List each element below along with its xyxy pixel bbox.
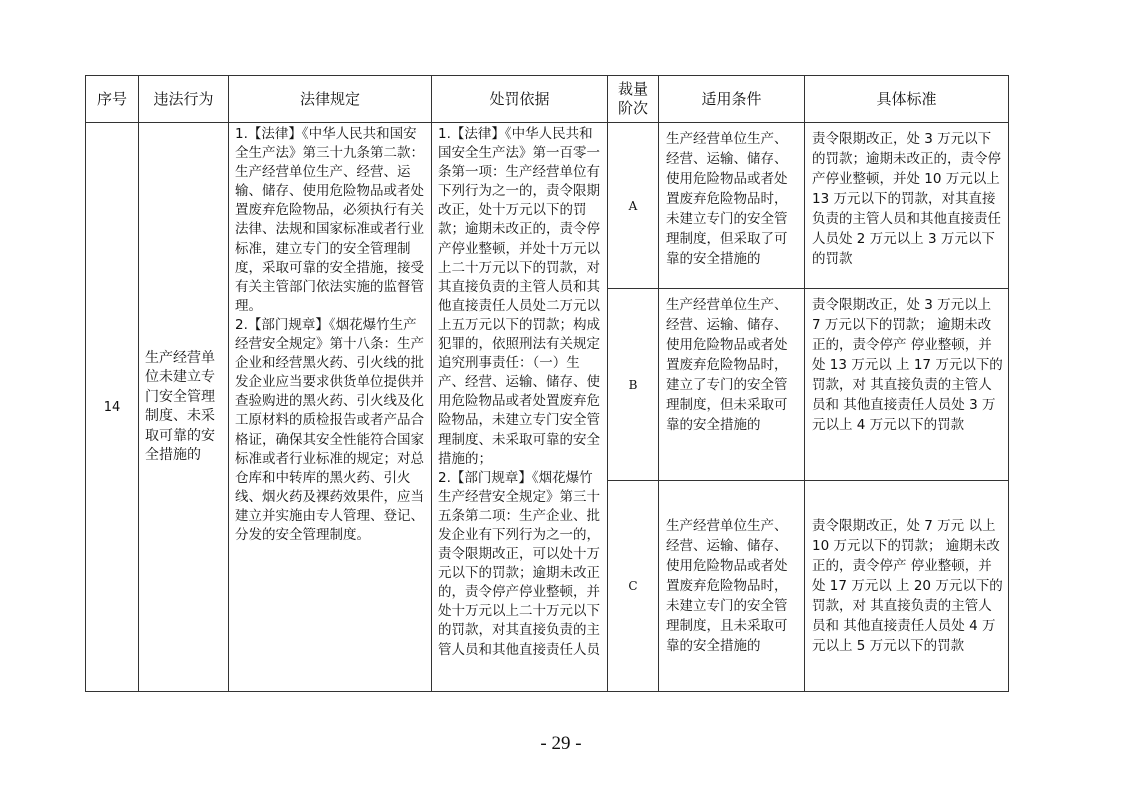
- law-clause: 2.【部门规章】《烟花爆竹生产经营安全规定》第十八条：生产企业和经营黑火药、引火线的批发企业应当要求供货单位提供并查验购进的黑火药、引火线及化工原材料的质检报告或者产品合格证，确保其安全性能符合国家标准或者行业标准的规定；对总仓库和中转库的黑火药、引火线、烟火药及裸药效果件，应当建立并实施由专人管理、登记、分发的安全管理制度。: [235, 316, 424, 543]
- penalty-clause: 1.【法律】《中华人民共和国安全生产法》第一百零一条第一项：生产经营单位有下列行为之一的，责令限期改正，处十万元以下的罚款；逾期未改正的，责令停产停业整顿，并处十万元以上二十万元以下的罚款，对其直接负责的主管人员和其他直接责任人员处二万元以上五万元以下的罚款；构成犯罪的，依照刑法有关规定追究刑事责任：（一）生产、经营、运输、储存、使用危险物品或者处置废弃危险物品，未建立专门安全管理制度、未采取可靠的安全措施的；: [438, 126, 600, 467]
- condition-b: 生产经营单位生产、经营、运输、储存、使用危险物品或者处置废弃危险物品时，建立了专门的安全管理制度，但未采取可靠的安全措施的: [659, 289, 805, 481]
- header-act: 违法行为: [139, 76, 229, 123]
- level-c: C: [608, 481, 659, 692]
- table-row: [86, 123, 1009, 289]
- penalty-clause: 2.【部门规章】《烟花爆竹生产经营安全规定》第三十五条第二项：生产企业、批发企业有下列行为之一的，责令限期改正，可以处十万元以下的罚款；逾期未改正的，责令停产停业整顿，并处十万元以上二十万元以下的罚款，对其直接负责的主管人员和其他直接责任人员: [438, 469, 600, 658]
- row-seq: 14: [86, 123, 139, 692]
- law-clause: 1.【法律】《中华人民共和国安全生产法》第三十九条第二款：生产经营单位生产、经营、运输、储存、使用危险物品或者处置废弃危险物品，必须执行有关法律、法规和国家标准或者行业标准，建立专门的安全管理制度，采取可靠的安全措施，接受有关主管部门依法实施的监督管理。: [235, 126, 424, 314]
- header-law: 法律规定: [229, 76, 432, 123]
- standard-b: 责令限期改正，处 3 万元以上 7 万元以下的罚款； 逾期未改正的，责令停产 停业整顿，并处 13 万元以 上 17 万元以下的罚款，对 其直接负责的主管人员和 其他直接责任人员处 3 万 元以上 4 万元以下的罚款: [805, 289, 1009, 481]
- row-penalty-basis: [432, 123, 608, 692]
- page-number: - 29 -: [540, 733, 582, 754]
- standard-c: 责令限期改正，处 7 万元 以上 10 万元以下的罚款； 逾期未改正的，责令停产 停业整顿，并处 17 万元以 上 20 万元以下的罚款，对 其直接负责的主管人员和 其他直接责任人员处 4 万 元以上 5 万元以下的罚款: [805, 481, 1009, 692]
- standard-a: 责令限期改正，处 3 万元以下的罚款；逾期未改正的，责令停产停业整顿，并处 10 万元以上 13 万元以下的罚款，对其直接负责的主管人员和其他直接责任人员处 2 万元以上 3 万元以下的罚款: [805, 123, 1009, 289]
- header-standard: 具体标准: [805, 76, 1009, 123]
- level-b: B: [608, 289, 659, 481]
- condition-c: 生产经营单位生产、经营、运输、储存、使用危险物品或者处置废弃危险物品时，未建立专门的安全管理制度，且未采取可靠的安全措施的: [659, 481, 805, 692]
- header-condition: 适用条件: [659, 76, 805, 123]
- level-a: A: [608, 123, 659, 289]
- condition-a: 生产经营单位生产、经营、运输、储存、使用危险物品或者处置废弃危险物品时，未建立专门的安全管理制度，但采取了可靠的安全措施的: [659, 123, 805, 289]
- row-violation: 生产经营单位未建立专门安全管理制度、未采取可靠的安全措施的: [139, 123, 229, 692]
- header-row: [86, 76, 1009, 123]
- header-seq: 序号: [86, 76, 139, 123]
- header-penalty: 处罚依据: [432, 76, 608, 123]
- penalty-discretion-table: [85, 75, 1009, 692]
- row-legal-provision: [229, 123, 432, 692]
- header-level-text: 裁量阶次: [617, 80, 648, 117]
- header-level: [608, 76, 659, 123]
